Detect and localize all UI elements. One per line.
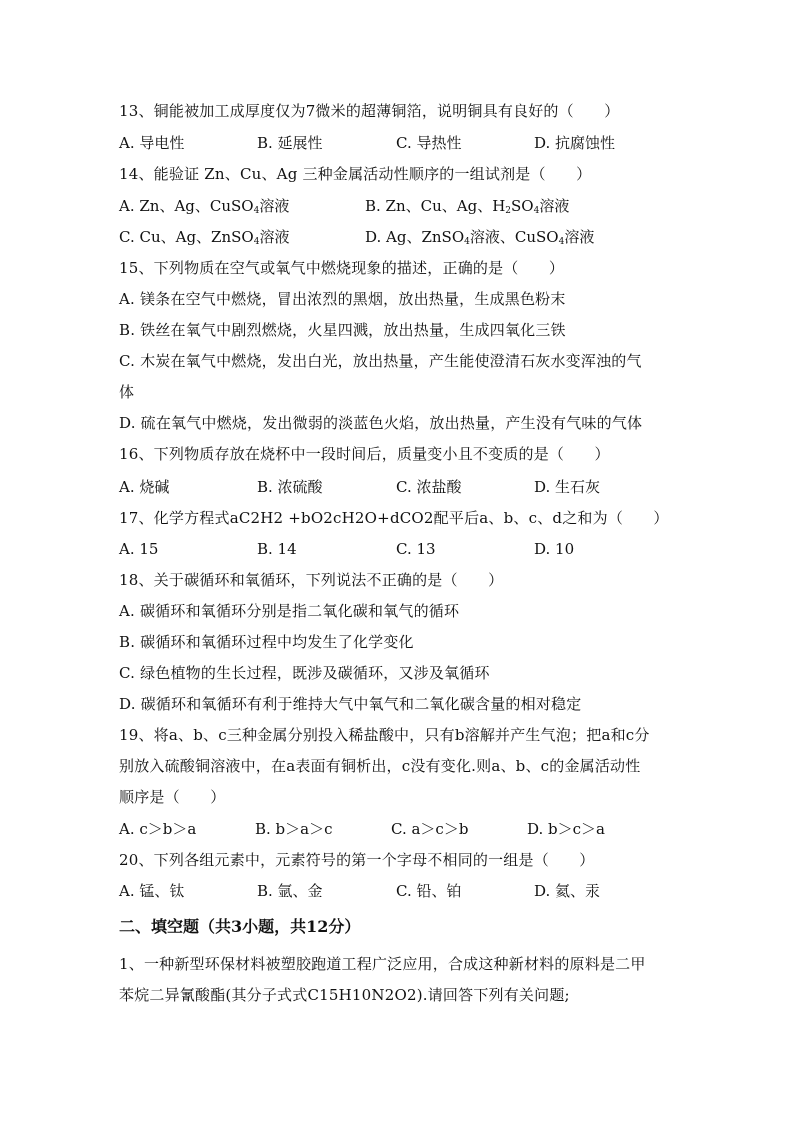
q20-option-d: D. 氦、汞: [534, 882, 601, 900]
q16-option-d: D. 生石灰: [534, 478, 601, 496]
q20-option-c: C. 铅、铂: [396, 882, 462, 900]
q20-option-b: B. 氩、金: [257, 882, 323, 900]
question-19-stem-line2: 别放入硫酸铜溶液中，在a表面有铜析出，c没有变化.则a、b、c的金属活动性: [119, 757, 641, 775]
q18-option-b: B. 碳循环和氧循环过程中均发生了化学变化: [119, 633, 414, 651]
q13-option-b: B. 延展性: [257, 134, 323, 152]
q14-option-b: B. Zn、Cu、Ag、$H_2SO_4$溶液: [365, 197, 570, 216]
q14-option-c: C. Cu、Ag、ZnSO$_4$溶液: [119, 228, 290, 247]
question-18-stem: 18、关于碳循环和氧循环，下列说法不正确的是（ ）: [119, 571, 504, 589]
q18-option-c: C. 绿色植物的生长过程，既涉及碳循环，又涉及氧循环: [119, 664, 490, 682]
q19-option-c: C. a＞c＞b: [391, 820, 469, 838]
q19-option-a: A. c＞b＞a: [119, 820, 197, 838]
question-19-stem-line1: 19、将a、b、c三种金属分别投入稀盐酸中，只有b溶解并产生气泡；把a和c分: [119, 726, 650, 744]
q16-option-a: A. 烧碱: [119, 478, 170, 496]
q19-option-d: D. b＞c＞a: [527, 820, 605, 838]
q18-option-d: D. 碳循环和氧循环有利于维持大气中氧气和二氧化碳含量的相对稳定: [119, 695, 582, 713]
q16-option-b: B. 浓硫酸: [257, 478, 323, 496]
q13-option-c: C. 导热性: [396, 134, 462, 152]
fill-question-1-line2: 苯烷二异氰酸酯(其分子式式C15H10N2O2).请回答下列有关问题;: [119, 986, 570, 1004]
q15-option-b: B. 铁丝在氧气中剧烈燃烧，火星四溅，放出热量，生成四氧化三铁: [119, 321, 566, 339]
question-16-stem: 16、下列物质存放在烧杯中一段时间后，质量变小且不变质的是（ ）: [119, 445, 610, 463]
question-17-stem: 17、化学方程式aC2H2 +bO2cH2O+dCO2配平后a、b、c、d之和为（ ）: [119, 509, 669, 527]
question-15-stem: 15、下列物质在空气或氧气中燃烧现象的描述，正确的是（ ）: [119, 259, 565, 277]
q15-option-c-line2: 体: [119, 383, 135, 401]
q17-option-d: D. 10: [534, 540, 575, 558]
section-heading: 二、填空题（共3小题，共12分）: [119, 917, 361, 936]
q17-option-a: A. 15: [119, 540, 159, 558]
q16-option-c: C. 浓盐酸: [396, 478, 462, 496]
fill-question-1-line1: 1、一种新型环保材料被塑胶跑道工程广泛应用，合成这种新材料的原料是二甲: [119, 955, 646, 973]
q13-option-a: A. 导电性: [119, 134, 185, 152]
question-14-stem: 14、能验证 Zn、Cu、Ag 三种金属活动性顺序的一组试剂是（ ）: [119, 165, 592, 183]
q15-option-d: D. 硫在氧气中燃烧，发出微弱的淡蓝色火焰，放出热量，产生没有气味的气体: [119, 414, 643, 432]
q17-option-b: B. 14: [257, 540, 297, 558]
q19-option-b: B. b＞a＞c: [255, 820, 333, 838]
q17-option-c: C. 13: [396, 540, 436, 558]
q15-option-c-line1: C. 木炭在氧气中燃烧，发出白光，放出热量，产生能使澄清石灰水变浑浊的气: [119, 352, 642, 370]
q20-option-a: A. 锰、钛: [119, 882, 185, 900]
q13-option-d: D. 抗腐蚀性: [534, 134, 616, 152]
question-13-stem: 13、铜能被加工成厚度仅为7微米的超薄铜箔，说明铜具有良好的（ ）: [119, 102, 620, 120]
q14-option-a: A. Zn、Ag、CuSO$_4$溶液: [119, 197, 290, 216]
question-20-stem: 20、下列各组元素中，元素符号的第一个字母不相同的一组是（ ）: [119, 851, 595, 869]
q14-option-d: D. Ag、ZnSO$_4$溶液、CuSO$_4$溶液: [365, 228, 595, 247]
q18-option-a: A. 碳循环和氧循环分别是指二氧化碳和氧气的循环: [119, 602, 460, 620]
question-19-stem-line3: 顺序是（ ）: [119, 788, 226, 806]
q15-option-a: A. 镁条在空气中燃烧，冒出浓烈的黑烟，放出热量，生成黑色粉末: [119, 290, 566, 308]
